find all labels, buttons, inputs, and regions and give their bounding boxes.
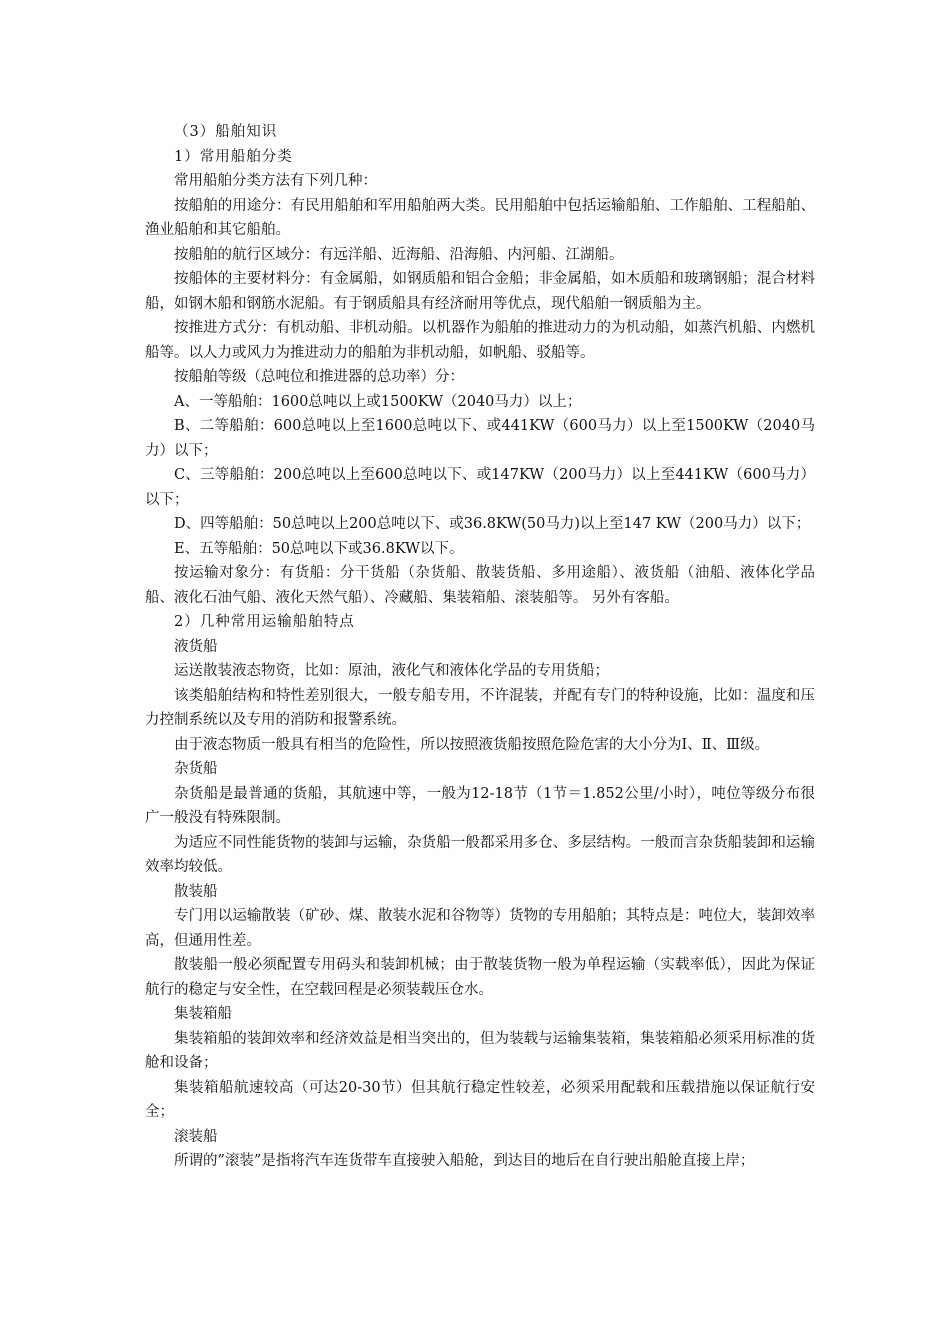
list-item-grade-e: E、五等船舶：50总吨以下或36.8KW以下。 [174, 540, 464, 557]
paragraph: 按船舶等级（总吨位和推进器的总功率）分： [174, 369, 464, 385]
subheading-ro-ro-ship: 滚装船 [174, 1128, 218, 1145]
paragraph: 按运输对象分：有货船：分干货船（杂货船、散装货船、多用途船）、液货船（油船、液体化学品船、液化石油气船、液化天然气船）、冷藏船、集装箱船、滚装船等。 另外有客船。 [145, 565, 815, 606]
paragraph: 所谓的”滚装”是指将汽车连货带车直接驶入船舱，到达目的地后在自行驶出船舱直接上岸； [174, 1153, 755, 1169]
subheading-container-ship: 集装箱船 [174, 1006, 232, 1022]
paragraph: 常用船舶分类方法有下列几种： [174, 173, 377, 189]
paragraph: 集装箱船航速较高（可达20-30节）但其航行稳定性较差，必须采用配载和压载措施以保证航行安全； [145, 1079, 815, 1120]
paragraph: 按船舶的航行区域分：有远洋船、近海船、沿海船、内河船、江湖船。 [174, 246, 624, 263]
list-item-grade-a: A、一等船舶：1600总吨以上或1500KW（2040马力）以上； [174, 393, 582, 410]
section-heading-ship-knowledge: （3）船舶知识 [174, 124, 278, 140]
subheading-ship-classification: 1）常用船舶分类 [174, 148, 293, 165]
subheading-general-cargo-ship: 杂货船 [174, 761, 218, 777]
paragraph: 按船体的主要材料分：有金属船，如钢质船和铝合金船；非金属船，如木质船和玻璃钢船；混合材料船，如钢木船和钢筋水泥船。有于钢质船具有经济耐用等优点，现代船舶一钢质船为主。 [145, 271, 815, 312]
subheading-bulk-carrier: 散装船 [174, 883, 218, 900]
list-item-grade-d: D、四等船舶：50总吨以上200总吨以下、或36.8KW(50马力)以上至147 KW（200马力）以下； [174, 516, 811, 532]
paragraph: 专门用以运输散装（矿砂、煤、散装水泥和谷物等）货物的专用船舶；其特点是：吨位大，装卸效率高，但通用性差。 [145, 908, 815, 949]
list-item-grade-b: B、二等船舶：600总吨以上至1600总吨以下、或441KW（600马力）以上至1500KW（2040马力）以下； [145, 418, 815, 459]
paragraph: 为适应不同性能货物的装卸与运输，杂货船一般都采用多仓、多层结构。一般而言杂货船装卸和运输效率均较低。 [145, 834, 815, 875]
paragraph: 按推进方式分：有机动船、非机动船。以机器作为船舶的推进动力的为机动船，如蒸汽机船、内燃机船等。以人力或风力为推进动力的船舶为非机动船，如帆船、驳船等。 [145, 320, 815, 361]
paragraph: 杂货船是最普通的货船，其航速中等，一般为12-18节（1节＝1.852公里/小时），吨位等级分布很广一般没有特殊限制。 [145, 785, 815, 826]
paragraph: 散装船一般必须配置专用码头和装卸机械；由于散装货物一般为单程运输（实载率低），因此为保证航行的稳定与安全性，在空载回程是必须装载压仓水。 [145, 957, 815, 998]
paragraph: 集装箱船的装卸效率和经济效益是相当突出的，但为装载与运输集装箱，集装箱船必须采用标准的货舱和设备； [145, 1030, 815, 1071]
paragraph: 由于液态物质一般具有相当的危险性，所以按照液货船按照危险危害的大小分为Ⅰ、Ⅱ、Ⅲ级。 [174, 736, 770, 753]
paragraph: 该类船舶结构和特性差别很大，一般专船专用，不许混装，并配有专门的特种设施，比如：温度和压力控制系统以及专用的消防和报警系统。 [145, 687, 815, 728]
subheading-tanker: 液货船 [174, 638, 218, 655]
paragraph: 按船舶的用途分：有民用船舶和军用船舶两大类。民用船舶中包括运输船舶、工作船舶、工程船舶、渔业船舶和其它船舶。 [145, 197, 815, 238]
paragraph: 运送散装液态物资，比如：原油，液化气和液体化学品的专用货船； [174, 663, 609, 679]
document-page [145, 120, 815, 1174]
subheading-transport-ship-features: 2）几种常用运输船舶特点 [174, 614, 355, 630]
list-item-grade-c: C、三等船舶：200总吨以上至600总吨以下、或147KW（200马力）以上至441KW（600马力）以下； [145, 467, 815, 508]
